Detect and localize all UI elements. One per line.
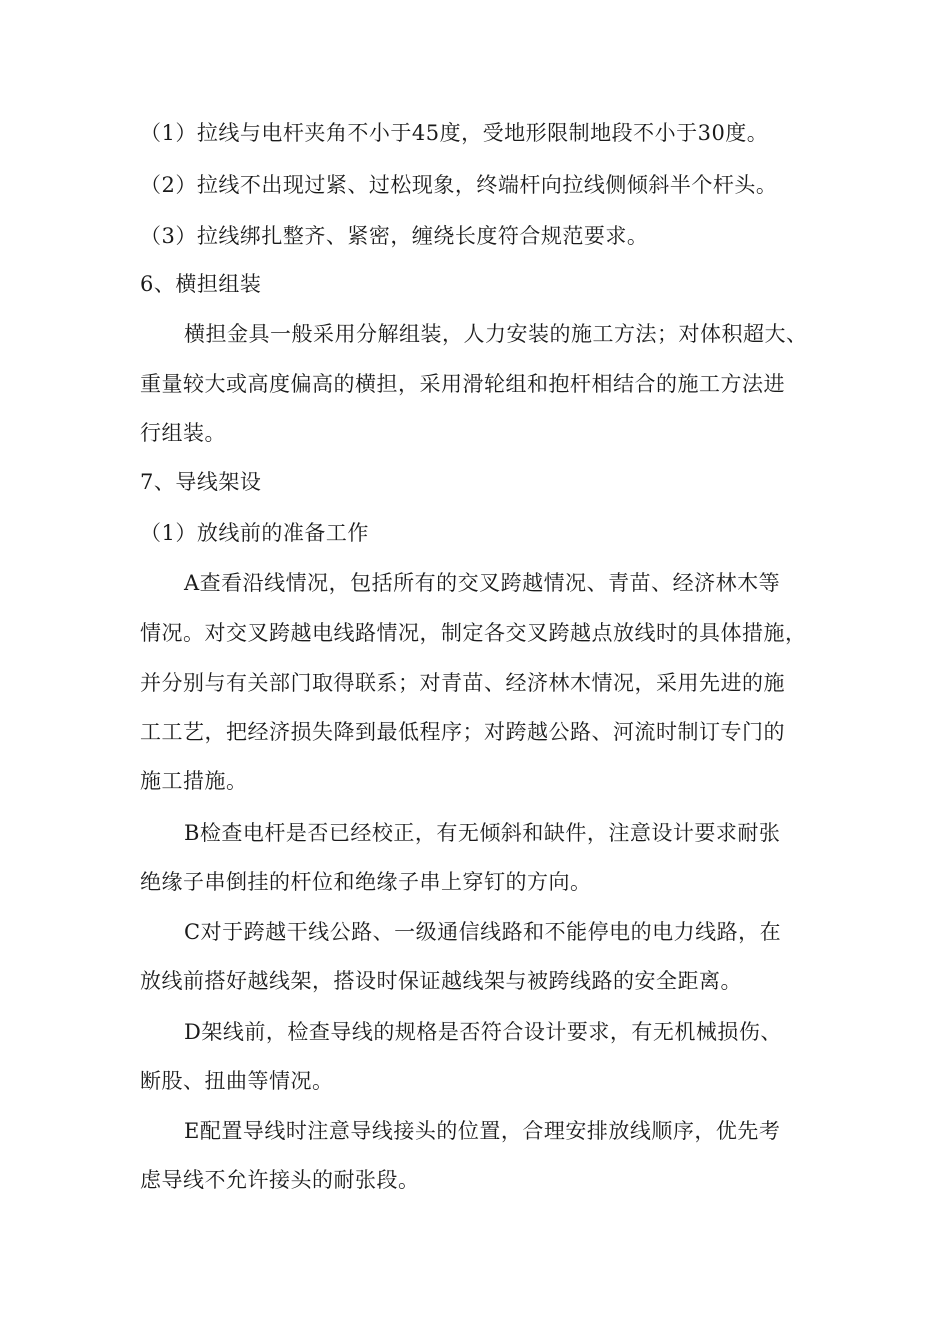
paragraph-line: B检查电杆是否已经校正，有无倾斜和缺件，注意设计要求耐张	[184, 821, 781, 845]
paragraph-line: 重量较大或高度偏高的横担，采用滑轮组和抱杆相结合的施工方法进	[140, 372, 785, 396]
subsection-heading-preparation: （1）放线前的准备工作	[140, 521, 369, 545]
paragraph-line: E配置导线时注意导线接头的位置，合理安排放线顺序，优先考	[184, 1119, 781, 1143]
section-heading-conductor: 7、导线架设	[140, 470, 262, 494]
guy-wire-tension-item: （2）拉线不出现过紧、过松现象，终端杆向拉线侧倾斜半个杆头。	[140, 173, 778, 197]
paragraph-line: 放线前搭好越线架，搭设时保证越线架与被跨线路的安全距离。	[140, 969, 742, 993]
paragraph-line: 横担金具一般采用分解组装，人力安装的施工方法；对体积超大、	[184, 322, 808, 346]
paragraph-line: 情况。对交叉跨越电线路情况，制定各交叉跨越点放线时的具体措施，	[140, 621, 807, 645]
guy-wire-binding-item: （3）拉线绑扎整齐、紧密，缠绕长度符合规范要求。	[140, 224, 649, 248]
paragraph-line: 断股、扭曲等情况。	[140, 1069, 334, 1093]
paragraph-line: 虑导线不允许接头的耐张段。	[140, 1168, 420, 1192]
paragraph-line: 绝缘子串倒挂的杆位和绝缘子串上穿钉的方向。	[140, 870, 592, 894]
paragraph-line: C对于跨越干线公路、一级通信线路和不能停电的电力线路，在	[184, 920, 782, 944]
paragraph-line: A查看沿线情况，包括所有的交叉跨越情况、青苗、经济林木等	[184, 571, 781, 595]
paragraph-line: 工工艺，把经济损失降到最低程序；对跨越公路、河流时制订专门的	[140, 720, 785, 744]
section-heading-crossarm: 6、横担组装	[140, 272, 262, 296]
paragraph-line: 行组装。	[140, 421, 226, 445]
paragraph-line: 施工措施。	[140, 769, 248, 793]
paragraph-line: 并分别与有关部门取得联系；对青苗、经济林木情况，采用先进的施	[140, 671, 785, 695]
paragraph-line: D架线前，检查导线的规格是否符合设计要求，有无机械损伤、	[184, 1020, 782, 1044]
guy-wire-angle-item: （1）拉线与电杆夹角不小于45度，受地形限制地段不小于30度。	[140, 121, 769, 145]
